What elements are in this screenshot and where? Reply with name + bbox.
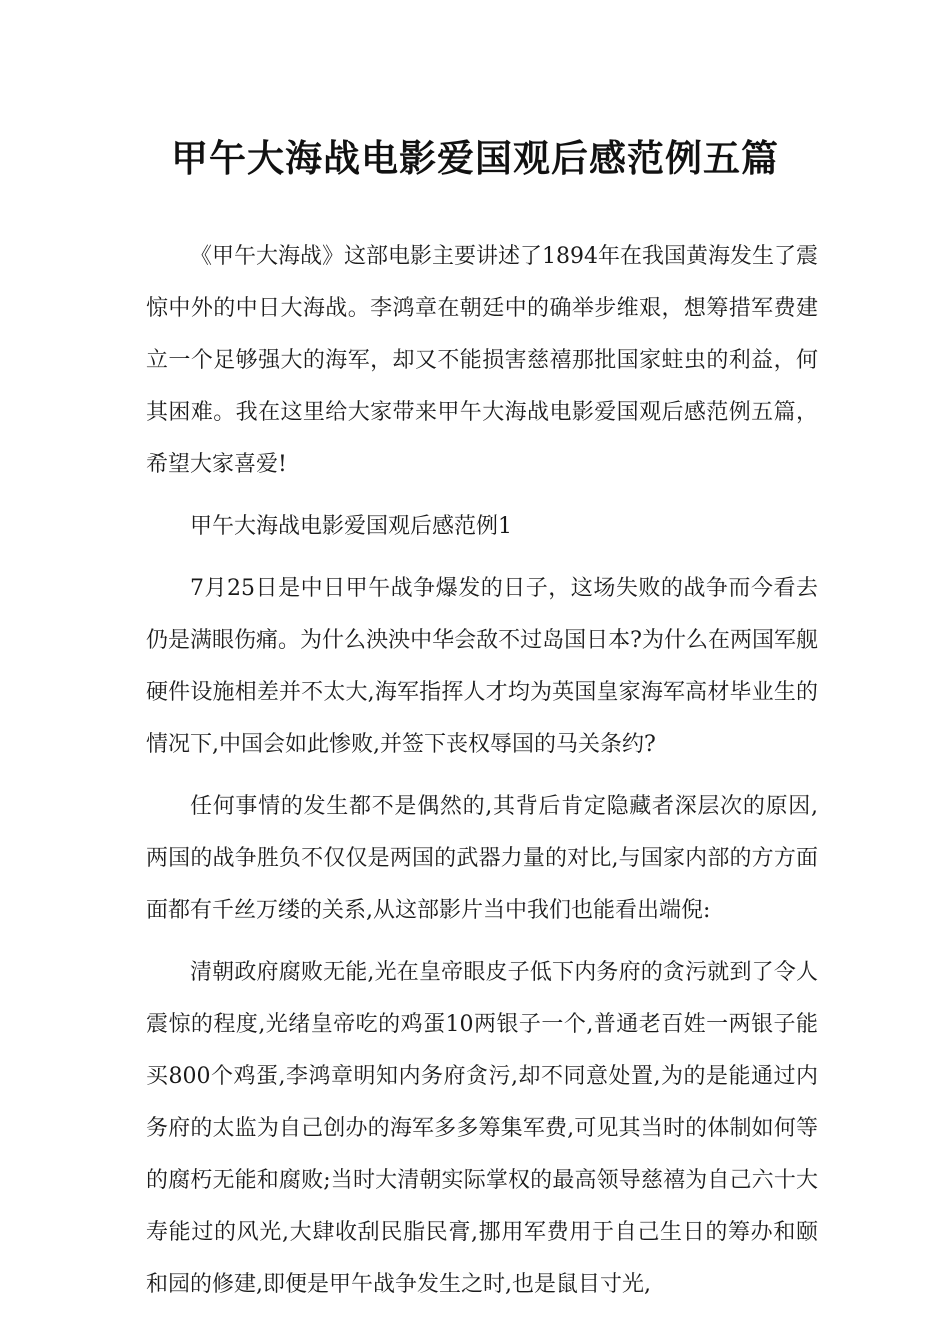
body-paragraph: 清朝政府腐败无能,光在皇帝眼皮子低下内务府的贪污就到了令人震惊的程度,光绪皇帝吃的鸡蛋10两银子一个,普通老百姓一两银子能买800个鸡蛋,李鸿章明知内务府贪污,却不同意处置,为的是能通过内务府的太监为自己创办的海军多多筹集军费,可见其当时的体制如何等的腐朽无能和腐败;当时大清朝实际掌权的最高领导慈禧为自己六十大寿能过的风光,大肆收刮民脂民膏,挪用军费用于自己生日的筹办和颐和园的修建,即便是甲午战争发生之时,也是鼠目寸光, <box>146 960 818 1297</box>
section-heading: 甲午大海战电影爱国观后感范例1 <box>190 514 512 539</box>
document-title: 甲午大海战电影爱国观后感范例五篇 <box>171 137 779 180</box>
document-body <box>146 231 818 1321</box>
intro-paragraph: 《甲午大海战》这部电影主要讲述了1894年在我国黄海发生了震惊中外的中日大海战。李鸿章在朝廷中的确举步维艰，想筹措军费建立一个足够强大的海军，却又不能损害慈禧那批国家蛀虫的利益，何其困难。我在这里给大家带来甲午大海战电影爱国观后感范例五篇，希望大家喜爱! <box>146 244 818 477</box>
body-paragraph: 7月25日是中日甲午战争爆发的日子，这场失败的战争而今看去仍是满眼伤痛。为什么泱泱中华会敌不过岛国日本?为什么在两国军舰硬件设施相差并不太大,海军指挥人才均为英国皇家海军高材毕业生的情况下,中国会如此惨败,并签下丧权辱国的马关条约? <box>146 576 818 757</box>
body-paragraph: 任何事情的发生都不是偶然的,其背后肯定隐藏者深层次的原因,两国的战争胜负不仅仅是两国的武器力量的对比,与国家内部的方方面面都有千丝万缕的关系,从这部影片当中我们也能看出端倪: <box>146 794 818 923</box>
